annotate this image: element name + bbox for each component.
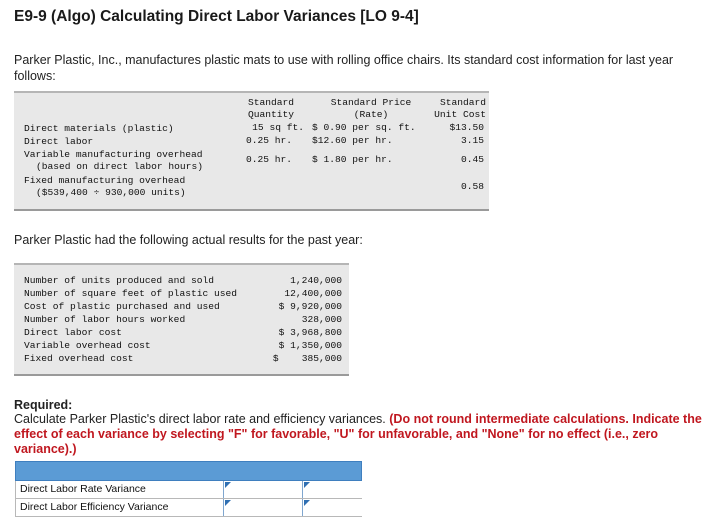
actual-row-value: 12,400,000 — [284, 288, 342, 299]
efficiency-variance-amount-input[interactable] — [223, 499, 302, 516]
actual-row-label: Number of labor hours worked — [24, 314, 186, 325]
table-top-border — [14, 263, 349, 265]
input-indicator-icon — [225, 482, 231, 488]
header-unit-cost-2: Unit Cost — [434, 109, 486, 120]
table-top-border — [14, 91, 489, 93]
row-qty: 0.25 hr. — [245, 154, 292, 165]
row-unit-cost: 3.15 — [460, 135, 484, 146]
rate-variance-effect-select[interactable] — [302, 481, 362, 498]
actual-row-value: 328,000 — [301, 314, 342, 325]
header-standard-quantity-1: Standard — [247, 97, 295, 108]
header-unit-cost-1: Standard — [439, 97, 486, 108]
header-standard-price-1: Standard Price — [330, 97, 412, 108]
standard-cost-table — [14, 91, 489, 211]
header-standard-quantity-2: Quantity — [247, 109, 295, 120]
row-label: Direct materials (plastic) — [24, 123, 174, 134]
rate-variance-amount-input[interactable] — [223, 481, 302, 498]
row-unit-cost: 0.58 — [460, 181, 484, 192]
actual-row-label: Number of units produced and sold — [24, 275, 214, 286]
actual-row-label: Cost of plastic purchased and used — [24, 301, 220, 312]
actual-row-value: $ 3,968,800 — [278, 327, 342, 338]
required-instruction: (Do not round intermediate calculations. Indicate the effect of each variance by selecting "F" for favorable, "U" for unfavorable, and "None" for no effect (i.e., zero variance).) — [14, 412, 702, 456]
answer-row-label: Direct Labor Efficiency Variance — [20, 501, 169, 513]
header-standard-price-2: (Rate) — [353, 109, 389, 120]
required-heading: Required: — [14, 398, 73, 412]
row-unit-cost: $13.50 — [449, 122, 484, 133]
actual-results-intro: Parker Plastic had the following actual results for the past year: — [14, 233, 363, 247]
table-bottom-border — [14, 374, 349, 376]
row-price: $ 1.80 per hr. — [312, 154, 393, 165]
row-label-continued: ($539,400 ÷ 930,000 units) — [36, 187, 186, 198]
answer-row-efficiency-variance — [15, 499, 362, 517]
answer-table-header — [15, 461, 362, 481]
input-indicator-icon — [304, 500, 310, 506]
actual-row-value: $ 1,350,000 — [278, 340, 342, 351]
row-qty: 0.25 hr. — [245, 135, 292, 146]
actual-row-value: $ 385,000 — [272, 353, 342, 364]
actual-row-label: Number of square feet of plastic used — [24, 288, 238, 299]
row-label-continued: (based on direct labor hours) — [36, 161, 203, 172]
row-label: Direct labor — [24, 136, 94, 147]
actual-results-table — [14, 263, 349, 376]
answer-table — [15, 461, 362, 517]
actual-row-value: $ 9,920,000 — [278, 301, 342, 312]
input-indicator-icon — [225, 500, 231, 506]
row-qty: 15 sq ft. — [252, 122, 304, 133]
required-text — [14, 412, 704, 457]
efficiency-variance-effect-select[interactable] — [302, 499, 362, 516]
actual-row-label: Variable overhead cost — [24, 340, 151, 351]
answer-row-label: Direct Labor Rate Variance — [20, 483, 146, 495]
actual-row-label: Fixed overhead cost — [24, 353, 134, 364]
row-unit-cost: 0.45 — [460, 154, 484, 165]
row-label: Variable manufacturing overhead — [24, 149, 203, 160]
row-label: Fixed manufacturing overhead — [24, 175, 186, 186]
table-bottom-border — [14, 209, 489, 211]
row-price: $12.60 per hr. — [312, 135, 393, 146]
intro-paragraph: Parker Plastic, Inc., manufactures plastic mats to use with rolling office chairs. Its standard cost information for last year follows: — [14, 53, 674, 83]
actual-row-label: Direct labor cost — [24, 327, 122, 338]
answer-row-rate-variance — [15, 481, 362, 499]
page-title: E9-9 (Algo) Calculating Direct Labor Variances [LO 9-4] — [14, 8, 419, 25]
row-price: $ 0.90 per sq. ft. — [312, 122, 416, 133]
actual-row-value: 1,240,000 — [290, 275, 342, 286]
input-indicator-icon — [304, 482, 310, 488]
required-task: Calculate Parker Plastic's direct labor rate and efficiency variances. — [14, 412, 386, 426]
